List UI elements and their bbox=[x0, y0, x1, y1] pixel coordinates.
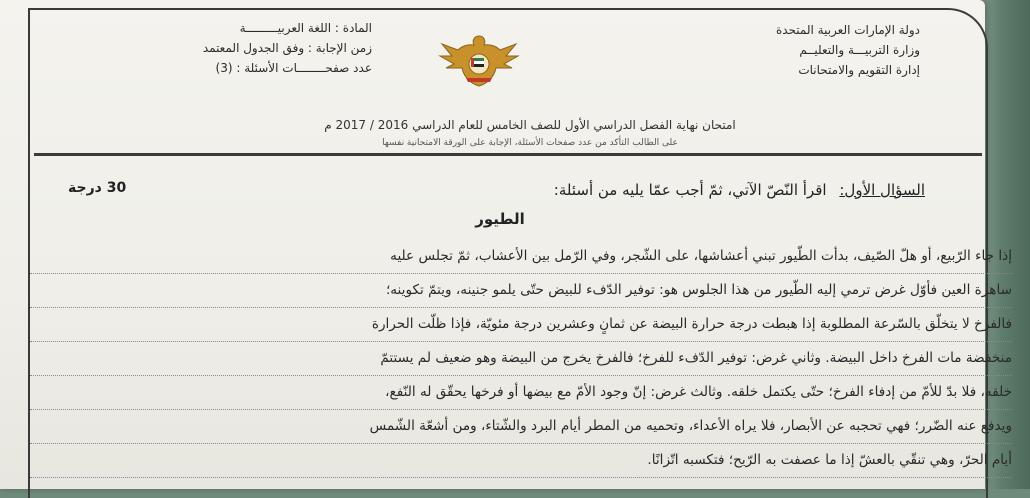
question-instruction: اقرأ النّصّ الآتي، ثمّ أجب عمّا يليه من أسئلة: bbox=[553, 181, 827, 199]
passage-title: الطيور bbox=[475, 210, 525, 228]
header-department: إدارة التقويم والامتحانات bbox=[798, 63, 920, 77]
ministry-header bbox=[660, 20, 920, 80]
duration-line: زمن الإجابة : وفق الجدول المعتمد bbox=[202, 41, 372, 55]
exam-info bbox=[72, 18, 372, 78]
pages-line: عدد صفحــــــــات الأسئلة : (3) bbox=[215, 61, 372, 75]
exam-note: على الطالب التأكد من عدد صفحات الأسئلة، الإجابة على الورقة الامتحانية نفسها bbox=[382, 138, 678, 148]
passage-text bbox=[30, 240, 1012, 478]
passage-line: فالفرخ لا يتخلّق بالسّرعة المطلوبة إذا هبطت درجة حرارة البيضة عن ثمانٍ وعشرين درجة مئويّة، فإذا ظلّت الحرارة bbox=[30, 308, 1012, 342]
passage-line: خلقه، فلا بدّ للأمّ من إدفاء الفرخ؛ حتّى يكتمل خلقه. وثالث غرض: إنّ وجود الأمّ مع بيضها أو فرخها يحقّق له النّفع، bbox=[30, 376, 1012, 410]
passage-line: ساهرة العين فأوّل غرض ترمي إليه الطّيور من هذا الجلوس هو: توفير الدّفء للبيض حتّى يلمو جنينه، ويتمّ تكوينه؛ bbox=[30, 274, 1012, 308]
passage-line: أيام الحرّ، وهي تنقّي بالعشّ إذا ما عصفت به الرّيح؛ فتكسبه اتّزانًا. bbox=[30, 444, 1012, 478]
header-country: دولة الإمارات العربية المتحدة bbox=[775, 23, 920, 37]
passage-line: ويدفع عنه الضّرر؛ فهي تحجبه عن الأبصار، فلا يراه الأعداء، وتحميه من المطر أيام البرد والشّتاء، ومن أشعّة الشّمس bbox=[30, 410, 1012, 444]
question-heading bbox=[554, 181, 925, 199]
passage-line: منخفضة مات الفرخ داخل البيضة. وثاني غرض: توفير الدّفء للفرخ؛ فالفرخ يخرج من البيضة وهو ضعيف لم يستتمّ bbox=[30, 342, 1012, 376]
passage-line: إذا جاء الرّبيع، أو هلّ الصّيف، بدأت الطّيور تبني أعشاشها، على الشّجر، وفي الرّمل بين الأعشاب، ثمّ تجلس عليه bbox=[30, 240, 1012, 274]
question-marks: 30 درجة bbox=[68, 180, 127, 196]
uae-falcon-emblem-icon bbox=[438, 32, 520, 90]
header-divider bbox=[34, 153, 982, 156]
header-ministry: وزارة التربيـــة والتعليــم bbox=[799, 43, 920, 57]
exam-title: امتحان نهاية الفصل الدراسي الأول للصف الخامس للعام الدراسي 2016 / 2017 م bbox=[324, 118, 736, 132]
subject-line: المادة : اللغة العربيـــــــــة bbox=[239, 21, 372, 35]
question-label: السؤال الأول: bbox=[839, 181, 925, 199]
